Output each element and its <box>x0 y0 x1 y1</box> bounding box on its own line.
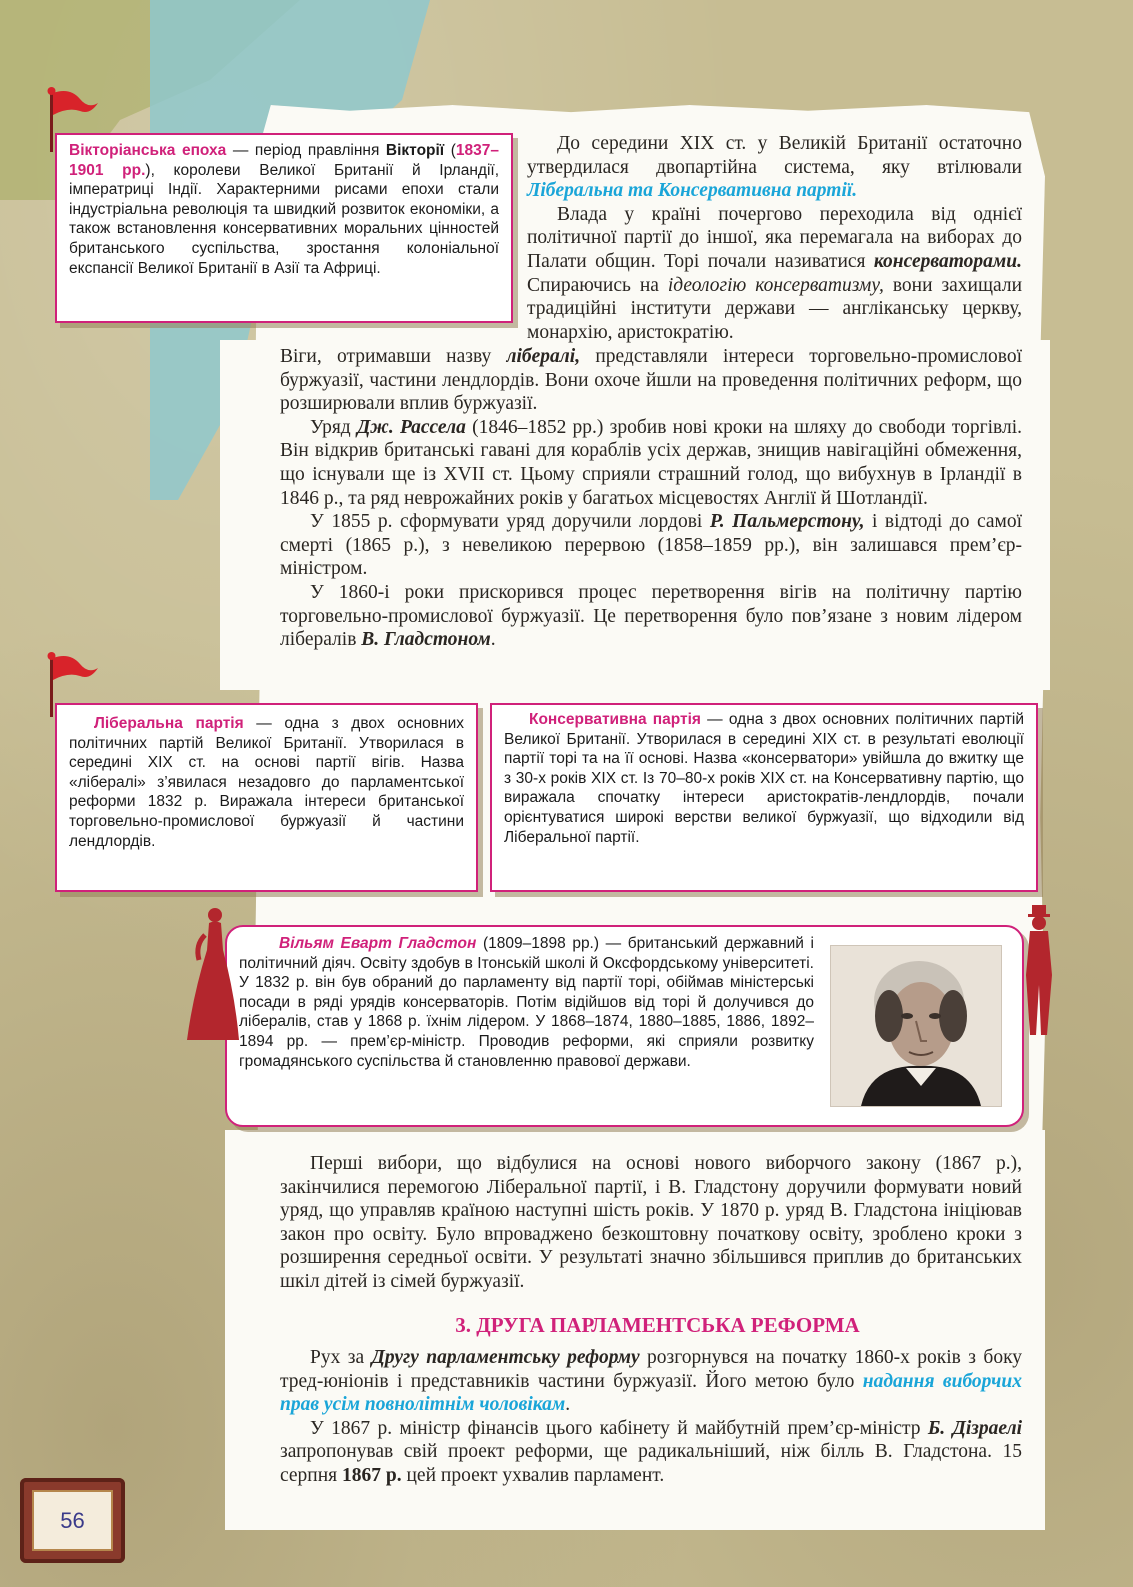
term-gladstone: Вільям Еварт Гладстон <box>279 935 477 952</box>
paragraph-text: Рух за <box>310 1347 372 1368</box>
box-text: ), королеви Великої Британії й Ірландії, імператриці Індії. Характерними рисами епохи стали індустріальна революція та швидкий розвиток економіки, а також встановлення консервативних моральних цінностей британського суспільства, зростання колоніальної експансії Великої Британії в Азії та Африці. <box>69 161 500 277</box>
paragraph-text: (1846–1852 рр.) зробив нові кроки на шляху до свободи торгівлі. Він відкрив британські гавані для кораблів усіх держав, знищив навігаційні обмеження, що існували ще із XVII ст. Цьому сприяли страшний голод, що вибухнув в Ірландії в 1846 р., та ряд неврожайних років у багатьох місцевостях Англії й Шотландії. <box>280 416 1022 509</box>
term-conservative-party: Консервативна партія <box>529 711 701 728</box>
paragraph-text: запропонував свій проект реформи, ще радикальніший, ніж білль В. Гладстона. 15 серпня <box>280 1441 1022 1486</box>
gladstone-portrait-image <box>830 945 1002 1107</box>
box-text: (1809–1898 рр.) — британський державний і політичний діяч. Освіту здобув в Ітонській школі й Оксфордському університеті. У 1832 р. він був обраний до парламенту від партії торі, обіймав міністерські посади в ряді урядів консерваторів. Потім відійшов від торі й долучився до лібералів, став у 1868 р. їхнім лідером. У 1868–1874, 1880–1885, 1886, 1892–1894 рр. — прем’єр-міністр. Проводив реформи, які сприяли розвитку громадянського суспільства й становленню правової держави. <box>239 935 814 1070</box>
keyword: ідеологію консерватизму, <box>667 274 884 296</box>
keyword: Другу парламентську реформу <box>371 1347 640 1368</box>
text-column-full <box>280 345 1022 652</box>
keyword: лібералі, <box>506 346 581 367</box>
liberal-party-definition-box <box>55 703 478 892</box>
box-years: 1837–1901 рр. <box>69 142 500 179</box>
paragraph-text: Перші вибори, що відбулися на основі нового виборчого закону (1867 р.), закінчилися перемогою Ліберальної партії, і В. Гладстону доручили формувати новий уряд, що управляв країною наступні шість років. У 1870 р. уряд В. Гладстона ініціював закон про освіту. Було впроваджено безкоштовну початкову освіту, зроблено кроки з розширення середньої освіти. У результаті значно збільшився приплив до британських шкіл дітей із сімей буржуазії. <box>280 1153 1022 1292</box>
keyword: В. Гладстоном <box>361 629 491 651</box>
keyword: надання виборчих прав усім повнолітнім чоловікам <box>280 1370 1022 1416</box>
box-text: — період правління <box>226 142 386 159</box>
paragraph-text: представляли інтереси торговельно-промислової буржуазії, частини лендлордів. Вони охоче йшли на проведення політичних реформ, що розширювали вплив буржуазії. <box>280 346 1023 415</box>
text-column-lower <box>280 1152 1022 1294</box>
conservative-party-definition-box <box>490 703 1038 892</box>
paragraph-text: Віги, отримавши назву <box>280 346 507 367</box>
text-column-right <box>527 132 1022 344</box>
term-victorian-era: Вікторіанська епоха <box>69 142 227 159</box>
page-number: 56 <box>32 1490 113 1551</box>
keyword: Ліберальна та Консервативна партії. <box>527 180 858 202</box>
box-text: — одна з двох основних політичних партій Великої Британії. Утворилася в середині XIX ст. в результаті еволюції партії торі та на її основі. Назва «консерватори» увійшла до вжитку ще з 30-х років XIX ст. Із 70–80-х років XIX ст. на Консервативну партію, що виражала спочатку інтереси аристократів-лендлордів, почали орієнтуватися широкі верстви великої буржуазії, що відходили від Ліберальної партії. <box>504 711 1024 846</box>
keyword: консерваторами. <box>873 250 1022 272</box>
section-heading: 3. ДРУГА ПАРЛАМЕНТСЬКА РЕФОРМА <box>455 1313 860 1337</box>
box-text: ( <box>444 142 456 159</box>
paragraph-text: Спираючись на <box>527 274 668 296</box>
paragraph-text: вони захищали традиційні інститути держави — англіканську церкву, монархію, аристократію. <box>527 274 1022 343</box>
paragraph-text: Уряд <box>310 416 357 438</box>
keyword: Дж. Рассела <box>356 416 466 438</box>
paragraph-text: . <box>565 1394 571 1416</box>
lady-silhouette-icon <box>185 905 240 1040</box>
paragraph-text: У 1860-і роки прискорився процес перетворення вігів на політичну партію торговельно-промислової буржуазії. Це перетворення було пов’язане з новим лідером лібералів <box>280 581 1022 651</box>
paragraph-text: і відтоді до самої смерті (1865 р.), з невеликою перервою (1858–1859 рр.), він залишався прем’єр-міністром. <box>280 511 1023 580</box>
paragraph-text: У 1855 р. сформувати уряд доручили лордові <box>310 511 710 533</box>
gentleman-silhouette-icon <box>1020 905 1060 1035</box>
paragraph-text: цей проект ухвалив парламент. <box>401 1464 665 1486</box>
page-number-frame <box>20 1478 125 1563</box>
paragraph-text: До середини XIX ст. у Великій Британії остаточно утвердилася двопартійна система, яку втілювали <box>527 133 1022 178</box>
text-column-bottom <box>280 1346 1022 1488</box>
box-name: Вікторії <box>385 142 445 159</box>
paragraph-text: У 1867 р. міністр фінансів цього кабінету й майбутній прем’єр-міністр <box>310 1417 928 1439</box>
victorian-era-definition-box <box>55 133 513 323</box>
keyword: Р. Пальмерстону, <box>709 511 865 533</box>
paragraph-text: розгорнувся на початку 1860-х років з боку тред-юніонів і представників частини буржуазії. Його метою було <box>280 1347 1023 1392</box>
paragraph-text: . <box>490 629 496 651</box>
biography-text <box>239 934 814 1071</box>
term-liberal-party: Ліберальна партія <box>94 715 244 732</box>
keyword: Б. Дізраелі <box>927 1417 1022 1439</box>
paragraph-text: Влада у країні почергово переходила від однієї політичної партії до іншої, яка перемагала на виборах до Палати общин. Торі почали називатися <box>527 203 1022 272</box>
box-text: — одна з двох основних політичних партій Великої Британії. Утворилася в середині XIX ст. на основі партії вігів. Назва «лібералі» з’явилася незадовго до парламентської реформи 1832 р. Виражала інтереси британської торговельно-промислової буржуазії й частини лендлордів. <box>69 715 464 850</box>
keyword: 1867 р. <box>342 1464 402 1486</box>
